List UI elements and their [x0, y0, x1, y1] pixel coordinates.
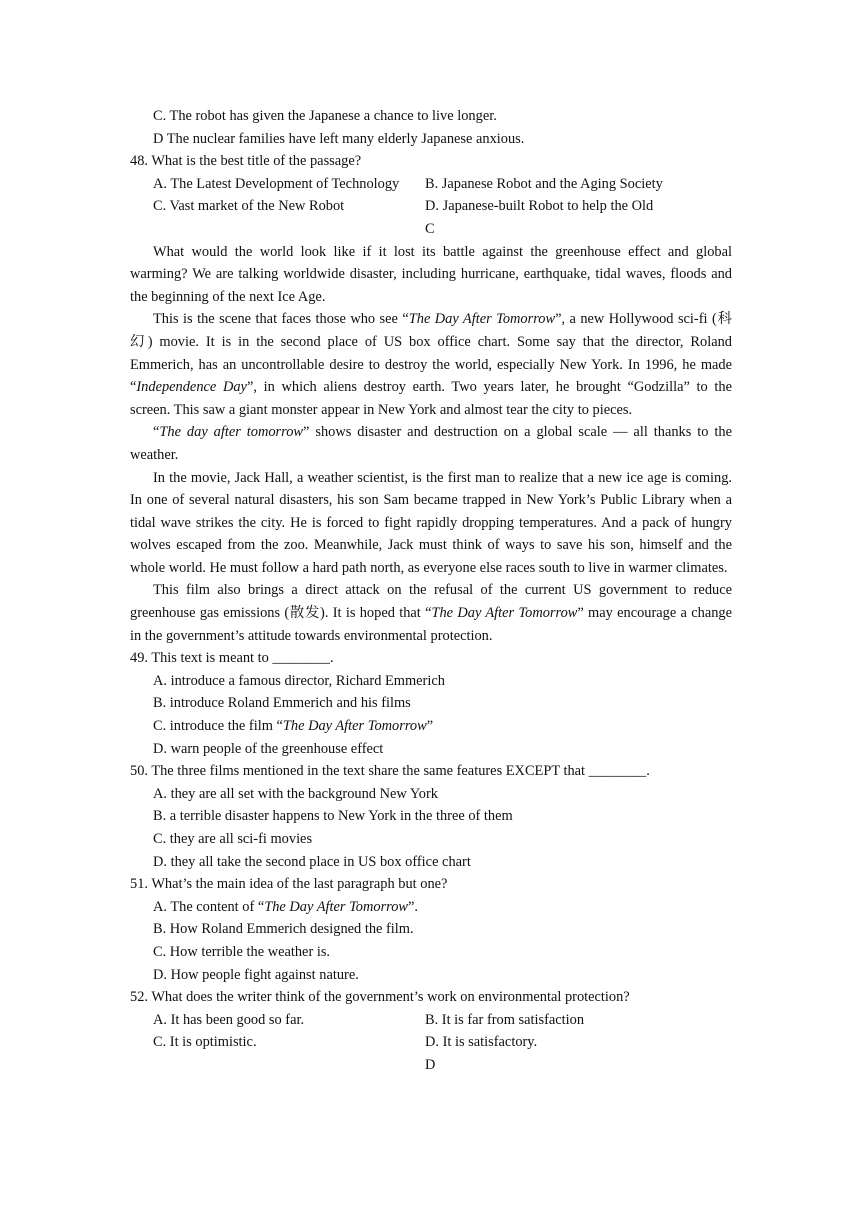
q50-option-a: A. they are all set with the background New York	[153, 785, 438, 802]
section-d-heading: D	[425, 1056, 436, 1073]
q52-option-b: B. It is far from satisfaction	[425, 1011, 585, 1028]
p3-film-title: The day after tomorrow	[159, 424, 304, 441]
passage-paragraph-1: What would the world look like if it lost its battle against the greenhouse effect and global warming? We are talking worldwide disaster, including hurricane, earthquake, tidal waves, floods and the beginning of the next Ice Age.	[130, 243, 732, 305]
q52-stem: 52. What does the writer think of the government’s work on environmental protection?	[130, 989, 630, 1006]
q50-option-c: C. they are all sci-fi movies	[153, 831, 313, 847]
q48-options-row1	[130, 173, 732, 196]
q51-option-c: C. How terrible the weather is.	[153, 943, 331, 960]
p5-text-b: ” may encourage a change in the government’s attitude towards environmental protection.	[130, 605, 732, 644]
q52-option-a: A. It has been good so far.	[153, 1011, 305, 1028]
q50-option-b: B. a terrible disaster happens to New York in the three of them	[153, 808, 513, 825]
q47-option-c: C. The robot has given the Japanese a chance to live longer.	[153, 108, 497, 124]
q51-stem: 51. What’s the main idea of the last paragraph but one?	[130, 876, 448, 893]
q51-option-d: D. How people fight against nature.	[153, 966, 359, 983]
q49-option-c-pre: C. introduce the film “	[153, 718, 283, 735]
q49-option-c	[130, 715, 732, 738]
q48-stem: 48. What is the best title of the passage?	[130, 153, 362, 170]
q51-option-a	[130, 896, 732, 919]
q49-option-d: D. warn people of the greenhouse effect	[153, 740, 384, 757]
q52-options-row1	[130, 1009, 732, 1032]
passage-paragraph-4: In the movie, Jack Hall, a weather scientist, is the first man to realize that a new ice age is coming. In one of several natural disasters, his son Sam became trapped in New York’s Public Library when a tidal wave strikes the city. He is forced to fight rapidly dropping temperatures. And a pack of hungry wolves escaped from the zoo. Meanwhile, Jack must think of ways to save his son, himself and the whole world. He must follow a hard path north, as everyone else races south to live in warmer climates.	[130, 469, 732, 576]
passage-paragraph-5	[130, 579, 732, 647]
q52-options-row2	[130, 1031, 732, 1054]
q49-option-b: B. introduce Roland Emmerich and his films	[153, 695, 411, 712]
p2-film-title-2: Independence Day	[136, 379, 247, 396]
q48-option-c: C. Vast market of the New Robot	[153, 198, 345, 215]
q49-option-c-post: ”	[426, 718, 434, 735]
q50-stem: 50. The three films mentioned in the text share the same features EXCEPT that ________.	[130, 763, 650, 780]
q50-option-d: D. they all take the second place in US box office chart	[153, 853, 471, 870]
p3-text-b: ” shows disaster and destruction on a global scale — all thanks to the weather.	[130, 424, 732, 463]
passage-paragraph-2	[130, 308, 732, 421]
q49-option-a: A. introduce a famous director, Richard Emmerich	[153, 672, 445, 689]
q51-option-a-pre: A. The content of “	[153, 898, 265, 915]
p2-text-b: ”, a new Hollywood sci-fi (科幻) movie. It is in the second place of US box office chart. Some say that the director, Roland Emmerich, has an uncontrollable desire to destroy the world, especially New York. In 1996, he made “	[130, 311, 732, 396]
section-c-heading: C	[425, 220, 435, 237]
q48-option-b: B. Japanese Robot and the Aging Society	[425, 175, 663, 192]
q48-options-row2	[130, 195, 732, 218]
passage-paragraph-3	[130, 421, 732, 466]
p5-text-a: This film also brings a direct attack on the refusal of the current US government to reduce greenhouse gas emissions (散发). It is hoped that “	[130, 582, 732, 622]
p5-film-title: The Day After Tomorrow	[431, 605, 578, 622]
q51-option-a-title: The Day After Tomorrow	[264, 898, 409, 915]
q48-option-d: D. Japanese-built Robot to help the Old	[425, 198, 654, 215]
q51-option-a-post: ”.	[408, 898, 419, 915]
q48-option-a: A. The Latest Development of Technology	[153, 175, 400, 192]
q49-stem: 49. This text is meant to ________.	[130, 650, 334, 667]
q52-option-c: C. It is optimistic.	[153, 1034, 257, 1051]
q49-option-c-title: The Day After Tomorrow	[282, 718, 427, 735]
q51-option-b: B. How Roland Emmerich designed the film.	[153, 921, 414, 938]
p2-text-c: ”, in which aliens destroy earth. Two years later, he brought “Godzilla” to the screen. This saw a giant monster appear in New York and almost tear the city to pieces.	[130, 379, 732, 418]
p2-film-title: The Day After Tomorrow	[408, 311, 556, 328]
p2-text-a: This is the scene that faces those who see “	[153, 311, 409, 328]
q52-option-d: D. It is satisfactory.	[425, 1034, 538, 1051]
q47-option-d: D The nuclear families have left many elderly Japanese anxious.	[153, 130, 525, 147]
document-page	[130, 105, 732, 1077]
p3-text-a: “	[153, 424, 160, 441]
